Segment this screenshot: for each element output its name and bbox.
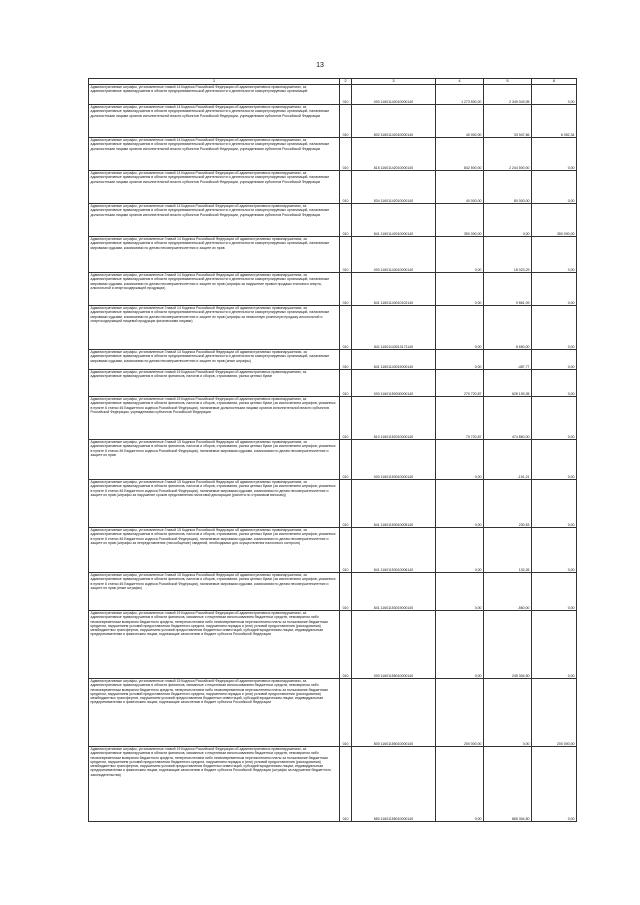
table-cell-unexecuted: 0,00 xyxy=(532,85,577,105)
table-cell-executed: 474 860,00 xyxy=(484,397,532,440)
table-cell-executed: 132,26 xyxy=(484,528,532,573)
table-cell-description: Административные штрафы, установленные Главой 14 Кодекса Российской Федерации об административных правонарушениях, за административные правонарушения в области предпринимательской деятельности и деятельности саморегулируемых организаций, налагаемые мировыми судьями, комиссиями по делам несовершеннолетних и защите их прав (иные штрафы) xyxy=(89,350,340,370)
table-row xyxy=(89,204,577,237)
table-cell-line-code: 010 xyxy=(340,611,352,679)
table-cell-description: Административные штрафы, установленные Главой 14 Кодекса Российской Федерации об административных правонарушениях, за административные правонарушения в области предпринимательской деятельности и деятельности саморегулируемых организаций, налагаемые мировыми судьями, комиссиями по делам несовершеннолетних и защите их прав xyxy=(89,237,340,273)
table-cell-line-code: 010 xyxy=(340,204,352,237)
table-cell-description: Административные штрафы, установленные Главой 15 Кодекса Российской Федерации об административных правонарушениях, за административные правонарушения в области финансов, налогов и сборов, страхования, рынка ценных бумаг (за исключением штрафов, указанных в пункте 6 статьи 46 Бюджетного кодекса Российской Федерации), налагаемые мировыми судьями, комиссиями по делам несовершеннолетних и защите их прав (штрафы за непредставление (несообщение) сведений, необходимых для осуществления налогового контроля) xyxy=(89,528,340,573)
table-cell-budget-code: 800 11601155010000140 xyxy=(352,679,436,747)
header-col-5: 5 xyxy=(484,79,532,85)
table-cell-executed: 9 861,09 xyxy=(484,273,532,306)
table-cell-approved: 0,00 xyxy=(436,480,484,528)
table-cell-budget-code: 841 11601143019000140 xyxy=(352,350,436,370)
table-row xyxy=(89,611,577,679)
table-cell-description: Административные штрафы, установленные главой 15 Кодекса Российской Федерации об административных правонарушениях, за административные правонарушения в области финансов, связанные с нецелевым использованием бюджетных средств, невозвратом либо несвоевременным возвратом бюджетного кредита, неперечислением либо несвоевременным перечислением платы за пользование бюджетным кредитом, нарушением условий предоставления бюджетного кредита, нарушением порядка и (или) условий предоставления (расходования) межбюджетных трансфертов, нарушением условий предоставления бюджетных инвестиций, субсидий юридическим лицам, индивидуальным предпринимателям и физическим лицам, подлежащие зачислению в бюджет субъекта Российской Федерации xyxy=(89,611,340,679)
table-cell-executed: 33 947,66 xyxy=(484,105,532,138)
table-cell-approved: 40 000,00 xyxy=(436,105,484,138)
table-cell-unexecuted: 0,00 xyxy=(532,480,577,528)
table-cell-budget-code: 834 11601142010000140 xyxy=(352,171,436,204)
table-cell-description: Административные штрафы, установленные главой 14 Кодекса Российской Федерации об административных правонарушениях, за административные правонарушения в области предпринимательской деятельности и деятельности саморегулируемых организаций, налагаемые должностными лицами органов исполнительной власти субъектов Российской Федерации, учреждениями субъектов Российской Федерации xyxy=(89,204,340,237)
table-cell-budget-code: 000 11601140010000140 xyxy=(352,85,436,105)
table-cell-budget-code: 841 11601143010171140 xyxy=(352,306,436,350)
table-cell-description: Административные штрафы, установленные Главой 14 Кодекса Российской Федерации об административных правонарушениях, за административные правонарушения в области предпринимательской деятельности и деятельности саморегулируемых организаций, налагаемые мировыми судьями, комиссиями по делам несовершеннолетних и защите их прав (штрафы за нарушение правил продажи этилового спирта, алкогольной и спиртосодержащей продукции) xyxy=(89,273,340,306)
table-cell-approved: 0,00 xyxy=(436,273,484,306)
table-cell-unexecuted: 0,00 xyxy=(532,611,577,679)
table-cell-unexecuted: 0,00 xyxy=(532,138,577,171)
table-cell-approved: 0,00 xyxy=(436,440,484,480)
table-cell-line-code: 010 xyxy=(340,273,352,306)
table-cell-description: Административные штрафы, установленные Главой 14 Кодекса Российской Федерации об административных правонарушениях, за административные правонарушения в области предпринимательской деятельности и деятельности саморегулируемых организаций, налагаемые мировыми судьями, комиссиями по делам несовершеннолетних и защите их прав (штрафы за незаконную розничную продажу алкогольной и спиртосодержащей пищевой продукции физическими лицами) xyxy=(89,306,340,350)
table-row xyxy=(89,350,577,370)
table-cell-line-code: 010 xyxy=(340,237,352,273)
table-cell-description: Административные штрафы, установленные главой 15 Кодекса Российской Федерации об административных правонарушениях, за административные правонарушения в области финансов, связанные с нецелевым использованием бюджетных средств, невозвратом либо несвоевременным возвратом бюджетного кредита, неперечислением либо несвоевременным перечислением платы за пользование бюджетным кредитом, нарушением условий предоставления бюджетного кредита, нарушением порядка и (или) условий предоставления (расходования) межбюджетных трансфертов, нарушением условий предоставления бюджетных инвестиций, субсидий юридическим лицам, индивидуальным предпринимателям и физическим лицам, подлежащие зачислению в бюджет субъекта Российской Федерации (штрафы за нарушение бюджетного законодательства) xyxy=(89,747,340,822)
table-cell-line-code: 010 xyxy=(340,397,352,440)
header-col-3: 3 xyxy=(352,79,436,85)
header-col-4: 4 xyxy=(436,79,484,85)
table-cell-unexecuted: 0,00 xyxy=(532,237,577,273)
table-cell-unexecuted: 6 052,34 xyxy=(532,105,577,138)
table-row xyxy=(89,679,577,747)
table-row xyxy=(89,528,577,573)
table-cell-executed: 628 193,35 xyxy=(484,370,532,397)
table-cell-line-code: 010 xyxy=(340,350,352,370)
table-row xyxy=(89,370,577,397)
table-cell-executed: 865 304,50 xyxy=(484,747,532,822)
table-row xyxy=(89,171,577,204)
table-row xyxy=(89,306,577,350)
table-cell-description: Административные штрафы, установленные главой 15 Кодекса Российской Федерации об административных правонарушениях, за административные правонарушения в области финансов, налогов и сборов, страхования, рынка ценных бумаг xyxy=(89,370,340,397)
table-cell-budget-code: 802 11601142010000140 xyxy=(352,105,436,138)
table-cell-executed: 18 023,29 xyxy=(484,237,532,273)
table-cell-approved: 350 000,00 xyxy=(436,204,484,237)
header-col-6: 6 xyxy=(532,79,577,85)
table-cell-approved: 1 273 500,00 xyxy=(436,85,484,105)
table-cell-executed: -560,00 xyxy=(484,573,532,611)
table-cell-description: Административные штрафы, установленные главой 14 Кодекса Российской Федерации об административных правонарушениях, за административные правонарушения в области предпринимательской деятельности и деятельности саморегулируемых организаций, налагаемые должностными лицами органов исполнительной власти субъектов Российской Федерации, учреждениями субъектов Российской Федерации xyxy=(89,138,340,171)
table-cell-approved: 0,00 xyxy=(436,528,484,573)
table-cell-approved: 40 000,00 xyxy=(436,171,484,204)
table-cell-line-code: 010 xyxy=(340,747,352,822)
table-cell-executed: -487,77 xyxy=(484,350,532,370)
table-cell-description: Административные штрафы, установленные Главой 15 Кодекса Российской Федерации об административных правонарушениях, за административные правонарушения в области финансов, налогов и сборов, страхования, рынка ценных бумаг (за исключением штрафов, указанных в пункте 6 статьи 46 Бюджетного кодекса Российской Федерации), налагаемые мировыми судьями, комиссиями по делам несовершеннолетних и защите их прав xyxy=(89,440,340,480)
table-cell-line-code: 010 xyxy=(340,138,352,171)
table-cell-unexecuted: 0,00 xyxy=(532,273,577,306)
table-cell-unexecuted: 0,00 xyxy=(532,747,577,822)
table-cell-line-code: 010 xyxy=(340,528,352,573)
header-col-2: 2 xyxy=(340,79,352,85)
table-cell-approved: 0,00 xyxy=(436,237,484,273)
table-cell-line-code: 010 xyxy=(340,105,352,138)
table-row xyxy=(89,105,577,138)
table-cell-executed: 8 650,00 xyxy=(484,306,532,350)
table-cell-executed: 0,00 xyxy=(484,679,532,747)
table-cell-budget-code: 000 11601153010000140 xyxy=(352,440,436,480)
table-cell-line-code: 010 xyxy=(340,370,352,397)
table-cell-unexecuted: 0,00 xyxy=(532,397,577,440)
table-cell-description: Административные штрафы, установленные главой 14 Кодекса Российской Федерации об административных правонарушениях, за административные правонарушения в области предпринимательской деятельности и деятельности саморегулируемых организаций, налагаемые должностными лицами органов исполнительной власти субъектов Российской Федерации, учреждениями субъектов Российской Федерации xyxy=(89,105,340,138)
table-cell-unexecuted: 0,00 xyxy=(532,573,577,611)
table-cell-unexecuted: 0,00 xyxy=(532,350,577,370)
table-cell-line-code: 010 xyxy=(340,440,352,480)
table-cell-line-code: 010 xyxy=(340,171,352,204)
page-number: 13 xyxy=(316,62,324,69)
table-row xyxy=(89,85,577,105)
table-cell-executed: 2 349 043,95 xyxy=(484,85,532,105)
table-cell-executed: -191,21 xyxy=(484,440,532,480)
table-cell-budget-code: 841 11601143010102140 xyxy=(352,273,436,306)
table-cell-executed: 230,53 xyxy=(484,480,532,528)
table-cell-budget-code: 841 11601153010005140 xyxy=(352,480,436,528)
table-cell-unexecuted: 0,00 xyxy=(532,306,577,350)
table-cell-unexecuted: 0,00 xyxy=(532,171,577,204)
table-cell-unexecuted: 350 000,00 xyxy=(532,204,577,237)
table-row xyxy=(89,747,577,822)
table-cell-budget-code: 810 11601152010000140 xyxy=(352,397,436,440)
table-cell-budget-code: 000 11601143010000140 xyxy=(352,237,436,273)
table-cell-line-code: 010 xyxy=(340,480,352,528)
table-cell-budget-code: 841 11601142010000140 xyxy=(352,204,436,237)
table-cell-budget-code: 841 11601153010006140 xyxy=(352,528,436,573)
table-cell-line-code: 010 xyxy=(340,679,352,747)
table-row xyxy=(89,273,577,306)
table-cell-description: Административные штрафы, установленные главой 15 Кодекса Российской Федерации об административных правонарушениях, за административные правонарушения в области финансов, налогов и сборов, страхования, рынка ценных бумаг (за исключением штрафов, указанных в пункте 6 статьи 46 Бюджетного кодекса Российской Федерации), налагаемые должностными лицами органов исполнительной власти субъектов Российской Федерации, учреждениями субъектов Российской Федерации xyxy=(89,397,340,440)
table-cell-executed: 0,00 xyxy=(484,204,532,237)
table-cell-budget-code: 841 11601153019000140 xyxy=(352,573,436,611)
table-row xyxy=(89,573,577,611)
table-cell-approved: 0,00 xyxy=(436,350,484,370)
table-cell-approved: 200 000,00 xyxy=(436,679,484,747)
table-cell-line-code: 010 xyxy=(340,573,352,611)
table-row xyxy=(89,138,577,171)
table-cell-budget-code: 850 11601155010000140 xyxy=(352,747,436,822)
table-cell-description: Административные штрафы, установленные Главой 15 Кодекса Российской Федерации об административных правонарушениях, за административные правонарушения в области финансов, налогов и сборов, страхования, рынка ценных бумаг (за исключением штрафов, указанных в пункте 6 статьи 46 Бюджетного кодекса Российской Федерации), налагаемые мировыми судьями, комиссиями по делам несовершеннолетних и защите их прав (штрафы за нарушение сроков представления налоговой декларации (расчета по страховым взносам)) xyxy=(89,480,340,528)
table-cell-executed: 80 000,00 xyxy=(484,171,532,204)
table-cell-budget-code: 000 11601155010000140 xyxy=(352,611,436,679)
table-row xyxy=(89,237,577,273)
table-cell-approved: 0,00 xyxy=(436,611,484,679)
table-cell-line-code: 010 xyxy=(340,85,352,105)
table-cell-unexecuted: 0,00 xyxy=(532,440,577,480)
table-cell-approved: 270 720,87 xyxy=(436,370,484,397)
table-cell-unexecuted: 200 000,00 xyxy=(532,679,577,747)
header-col-1: 1 xyxy=(89,79,340,85)
table-cell-description: Административные штрафы, установленные главой 15 Кодекса Российской Федерации об административных правонарушениях, за административные правонарушения в области финансов, связанные с нецелевым использованием бюджетных средств, невозвратом либо несвоевременным возвратом бюджетного кредита, неперечислением либо несвоевременным перечислением платы за пользование бюджетным кредитом, нарушением условий предоставления бюджетного кредита, нарушением порядка и (или) условий предоставления (расходования) межбюджетных трансфертов, нарушением условий предоставления бюджетных инвестиций, субсидий юридическим лицам, индивидуальным предпринимателям и физическим лицам, подлежащие зачислению в бюджет субъекта Российской Федерации xyxy=(89,679,340,747)
report-table xyxy=(88,78,577,822)
table-row xyxy=(89,397,577,440)
table-cell-approved: 70 720,87 xyxy=(436,397,484,440)
table-cell-executed: 2 244 500,00 xyxy=(484,138,532,171)
table-cell-unexecuted: 0,00 xyxy=(532,370,577,397)
table-cell-approved: 0,00 xyxy=(436,747,484,822)
table-cell-budget-code: 815 11601142010000140 xyxy=(352,138,436,171)
table-cell-approved: 0,00 xyxy=(436,306,484,350)
table-cell-description: Административные штрафы, установленные главой 14 Кодекса Российской Федерации об административных правонарушениях, за административные правонарушения в области предпринимательской деятельности и деятельности саморегулируемых организаций xyxy=(89,85,340,105)
table-cell-line-code: 010 xyxy=(340,306,352,350)
table-cell-approved: 0,00 xyxy=(436,573,484,611)
table-cell-budget-code: 000 11601150000000140 xyxy=(352,370,436,397)
table-cell-description: Административные штрафы, установленные Главой 15 Кодекса Российской Федерации об административных правонарушениях, за административные правонарушения в области финансов, налогов и сборов, страхования, рынка ценных бумаг (за исключением штрафов, указанных в пункте 6 статьи 46 Бюджетного кодекса Российской Федерации), налагаемые мировыми судьями, комиссиями по делам несовершеннолетних и защите их прав (иные штрафы) xyxy=(89,573,340,611)
table-cell-executed: 245 304,50 xyxy=(484,611,532,679)
table-cell-approved: 842 500,00 xyxy=(436,138,484,171)
table-row xyxy=(89,480,577,528)
table-cell-unexecuted: 0,00 xyxy=(532,528,577,573)
table-row xyxy=(89,440,577,480)
table-cell-description: Административные штрафы, установленные главой 14 Кодекса Российской Федерации об административных правонарушениях, за административные правонарушения в области предпринимательской деятельности и деятельности саморегулируемых организаций, налагаемые должностными лицами органов исполнительной власти субъектов Российской Федерации, учреждениями субъектов Российской Федерации xyxy=(89,171,340,204)
